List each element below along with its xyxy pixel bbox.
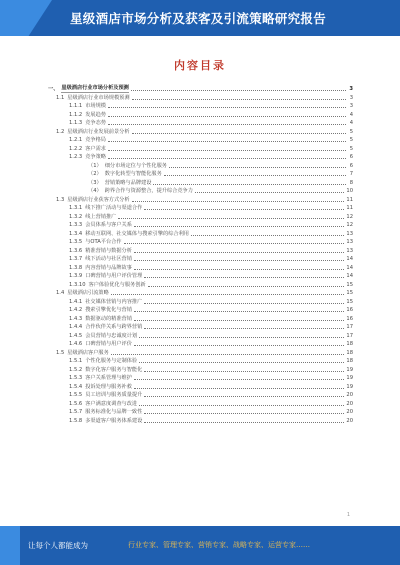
toc-entry-title: 星级酒店行业获客方式分析 [67, 196, 130, 203]
toc-entry-title: 服务标准化与品牌一致性 [85, 409, 143, 415]
toc-entry[interactable] [48, 365, 353, 374]
toc-entry-title: 星级酒店引流策略 [67, 290, 109, 296]
toc-entry-page: 6 [349, 154, 353, 160]
toc-entry[interactable] [48, 203, 353, 212]
toc-leader-dots [108, 150, 346, 151]
toc-entry-number: 1.5.2 [69, 366, 83, 373]
toc-entry-page: 5 [349, 128, 353, 135]
toc-entry[interactable] [48, 322, 353, 331]
toc-leader-dots [134, 388, 344, 389]
toc-entry[interactable] [48, 229, 353, 238]
toc-entry-number: 1.3.10 [69, 281, 86, 288]
toc-entry-number: 1.2.1 [69, 137, 83, 143]
toc-entry-number: 1.4.2 [69, 307, 83, 313]
toc-entry-page: 14 [346, 264, 353, 271]
toc-entry-title: 会员营销与忠诚度计划 [85, 332, 138, 339]
toc-entry-title: 内容营销与品牌故事 [85, 264, 132, 271]
toc-entry-page: 13 [346, 247, 353, 254]
page-header [0, 0, 400, 36]
toc-entry-number: 1.3.2 [69, 213, 83, 220]
toc-entry-number: 1.3.4 [69, 230, 83, 237]
toc-entry-page: 14 [346, 273, 353, 279]
toc-leader-dots [144, 303, 344, 304]
toc-entry-title: 精准营销与数据分析 [85, 247, 132, 254]
toc-entry-number: 1.1.1 [69, 103, 83, 109]
toc-entry-number: 1.4.3 [69, 315, 83, 322]
toc-entry-number: 1.3.5 [69, 239, 83, 245]
table-of-contents [48, 84, 353, 424]
toc-entry[interactable] [48, 118, 353, 127]
toc-entry-page: 3 [349, 94, 353, 101]
toc-entry-page: 20 [346, 417, 353, 424]
toc-entry-number: 1.3.3 [69, 222, 83, 228]
toc-entry[interactable] [48, 314, 353, 323]
toc-entry-page: 19 [346, 375, 353, 381]
toc-entry-title: 竞争策略 [85, 154, 106, 160]
toc-entry-title: 营销策略与品牌建设 [104, 179, 152, 186]
toc-leader-dots [134, 320, 344, 321]
toc-entry-page: 5 [349, 145, 353, 152]
toc-leader-dots [139, 337, 344, 338]
toc-entry[interactable] [48, 399, 353, 408]
footer-tags: 行业专家、管理专家、营销专家、战略专家、运营专家…… [128, 541, 310, 549]
toc-entry[interactable] [48, 356, 353, 365]
toc-entry-page: 20 [346, 400, 353, 407]
toc-entry-number: （2） [88, 171, 102, 177]
toc-entry-title: 发展趋势 [85, 111, 106, 118]
toc-entry-title: 星级酒店行业市场规模预测 [67, 94, 130, 101]
toc-entry-title: 星级酒店行业市场分析及预测 [61, 85, 129, 91]
toc-entry-number: 1.4.4 [69, 324, 83, 330]
toc-entry-title: 市场规模 [85, 103, 106, 109]
toc-leader-dots [124, 243, 345, 244]
toc-entry-number: 1.3.7 [69, 256, 83, 262]
toc-entry-title: 移动互联网、社交媒体与搜索引擎的综合利用 [85, 230, 189, 237]
toc-entry[interactable] [48, 237, 353, 246]
toc-entry[interactable] [48, 373, 353, 382]
toc-entry-number: 1.1.3 [69, 120, 83, 126]
toc-entry-page: 8 [349, 179, 353, 186]
header-accent-stripe [0, 0, 52, 36]
toc-leader-dots [111, 294, 345, 295]
toc-entry-number: 1.4.6 [69, 341, 83, 347]
toc-entry-number: （4） [88, 188, 102, 194]
toc-entry[interactable] [48, 254, 353, 263]
toc-entry-title: 口碑营销与用户评价 [85, 341, 132, 347]
toc-entry-title: 星级酒店行业发展前景分析 [67, 128, 130, 135]
toc-entry-page: 11 [346, 196, 353, 203]
toc-entry[interactable] [48, 101, 353, 110]
toc-entry-number: 1.5 [56, 349, 65, 356]
toc-entry-page: 18 [346, 358, 353, 364]
toc-leader-dots [164, 175, 346, 176]
toc-leader-dots [134, 226, 344, 227]
toc-entry-page: 5 [349, 137, 353, 143]
toc-entry-title: 投诉处理与服务补救 [85, 383, 132, 390]
toc-entry-number: 1.3.9 [69, 273, 83, 279]
toc-entry-number: （1） [88, 162, 102, 169]
toc-entry-page: 14 [346, 256, 353, 262]
toc-entry[interactable] [48, 382, 353, 391]
toc-leader-dots [134, 311, 344, 312]
toc-entry[interactable] [48, 195, 353, 204]
toc-entry-page: 17 [346, 332, 353, 339]
toc-entry-title: 多渠道客户服务体系建设 [85, 417, 143, 424]
toc-leader-dots [195, 192, 345, 193]
toc-entry-title: 数字化转型与智能化服务 [104, 171, 162, 177]
toc-entry-page: 4 [349, 120, 353, 126]
toc-entry-page: 19 [346, 383, 353, 390]
toc-entry-page: 10 [346, 188, 353, 194]
toc-leader-dots [132, 99, 346, 100]
toc-entry-page: 20 [346, 409, 353, 415]
toc-entry-page: 3 [349, 103, 353, 109]
toc-entry-number: 一、 [48, 86, 59, 92]
toc-entry-page: 13 [346, 239, 353, 245]
toc-entry[interactable] [48, 84, 353, 93]
toc-entry-page: 18 [346, 349, 353, 356]
toc-entry-number: 1.5.3 [69, 375, 83, 381]
toc-entry-page: 13 [346, 230, 353, 237]
toc-entry-number: 1.5.1 [69, 358, 83, 364]
toc-entry-title: 细分市场定位与个性化服务 [104, 162, 167, 169]
toc-leader-dots [153, 184, 346, 185]
toc-entry-page: 15 [346, 298, 353, 305]
page-number: 1 [346, 512, 350, 518]
toc-entry-number: 1.3.1 [69, 205, 83, 211]
toc-entry[interactable] [48, 161, 353, 170]
toc-entry[interactable] [48, 186, 353, 195]
toc-entry[interactable] [48, 297, 353, 306]
toc-heading: 内容目录 [174, 59, 226, 72]
toc-entry[interactable] [48, 169, 353, 178]
toc-leader-dots [144, 328, 344, 329]
toc-entry-title: 线上营销推广 [85, 213, 117, 220]
toc-entry[interactable] [48, 152, 353, 161]
toc-entry-page: 12 [346, 222, 353, 228]
toc-entry-page: 11 [346, 205, 353, 211]
toc-entry-page: 7 [349, 171, 353, 177]
toc-entry-number: （3） [88, 179, 102, 186]
toc-leader-dots [134, 269, 344, 270]
toc-entry-title: 客户体验优化与服务创新 [88, 281, 146, 288]
toc-leader-dots [108, 124, 346, 125]
toc-entry[interactable] [48, 246, 353, 255]
toc-leader-dots [139, 405, 344, 406]
toc-leader-dots [111, 354, 345, 355]
toc-entry-page: 3 [349, 86, 353, 92]
footer-slogan: 让每个人都能成为 [28, 541, 88, 550]
toc-entry-number: 1.1 [56, 94, 65, 101]
toc-entry[interactable] [48, 348, 353, 357]
toc-entry[interactable] [48, 220, 353, 229]
toc-entry-page: 17 [346, 324, 353, 330]
toc-entry-title: 星级酒店客户服务 [67, 349, 109, 356]
toc-entry-number: 1.3.6 [69, 247, 83, 254]
toc-entry-page: 16 [346, 307, 353, 313]
toc-entry[interactable] [48, 144, 353, 153]
toc-entry-title: 数据驱动的精准营销 [85, 315, 132, 322]
toc-leader-dots [139, 362, 344, 363]
toc-entry-title: 数字化客户服务与智能化 [85, 366, 143, 373]
toc-entry[interactable] [48, 280, 353, 289]
toc-entry-number: 1.5.8 [69, 417, 83, 424]
toc-entry-page: 20 [346, 392, 353, 398]
toc-entry-page: 19 [346, 366, 353, 373]
toc-entry[interactable] [48, 288, 353, 297]
toc-leader-dots [144, 422, 344, 423]
toc-entry-page: 12 [346, 213, 353, 220]
toc-leader-dots [131, 90, 346, 91]
toc-leader-dots [134, 345, 344, 346]
toc-leader-dots [144, 371, 344, 372]
toc-entry[interactable] [48, 271, 353, 280]
toc-entry[interactable] [48, 331, 353, 340]
toc-entry-title: 客户需求 [85, 145, 106, 152]
toc-leader-dots [108, 141, 346, 142]
toc-entry-page: 4 [349, 111, 353, 118]
toc-entry[interactable] [48, 416, 353, 425]
toc-leader-dots [134, 252, 344, 253]
toc-entry-number: 1.2 [56, 128, 65, 135]
toc-entry[interactable] [48, 212, 353, 221]
toc-leader-dots [169, 167, 346, 168]
toc-entry-title: 合作伙伴关系与跨界营销 [85, 324, 143, 330]
toc-entry-title: 跨界合作与资源整合，提升综合竞争力 [104, 188, 193, 194]
toc-entry-number: 1.5.5 [69, 392, 83, 398]
toc-entry-number: 1.4.5 [69, 332, 83, 339]
toc-leader-dots [108, 158, 346, 159]
toc-entry-number: 1.4 [56, 290, 65, 296]
toc-entry[interactable] [48, 135, 353, 144]
toc-entry[interactable] [48, 178, 353, 187]
toc-entry-number: 1.5.6 [69, 400, 83, 407]
toc-entry[interactable] [48, 390, 353, 399]
toc-leader-dots [144, 209, 344, 210]
toc-entry[interactable] [48, 263, 353, 272]
toc-leader-dots [144, 396, 344, 397]
toc-entry-number: 1.3 [56, 196, 65, 203]
toc-entry-number: 1.4.1 [69, 298, 83, 305]
page-footer [0, 526, 400, 565]
toc-leader-dots [134, 379, 344, 380]
report-title: 星级酒店市场分析及获客及引流策略研究报告 [70, 11, 327, 26]
toc-entry-title: 会员体系与客户关系 [85, 222, 132, 228]
toc-entry-title: 个性化服务与定制体验 [85, 358, 138, 364]
toc-entry-number: 1.1.2 [69, 111, 83, 118]
toc-entry[interactable] [48, 110, 353, 119]
toc-entry-page: 15 [346, 290, 353, 296]
toc-entry-title: 竞争态势 [85, 120, 106, 126]
footer-accent-stripe [0, 526, 20, 565]
toc-entry[interactable] [48, 93, 353, 102]
toc-entry[interactable] [48, 127, 353, 136]
toc-leader-dots [132, 201, 345, 202]
toc-entry-number: 1.5.7 [69, 409, 83, 415]
toc-entry-title: 搜索引擎优化与营销 [85, 307, 132, 313]
toc-entry-page: 18 [346, 341, 353, 347]
toc-leader-dots [191, 235, 344, 236]
toc-entry[interactable] [48, 339, 353, 348]
toc-entry-title: 社交媒体营销与内容推广 [85, 298, 143, 305]
toc-entry-title: 客户关系管理与维护 [85, 375, 132, 381]
toc-leader-dots [144, 277, 344, 278]
toc-entry-title: 线下活动与社区营销 [85, 256, 132, 262]
toc-leader-dots [108, 107, 346, 108]
toc-entry-title: 员工培训与服务质量提升 [85, 392, 143, 398]
toc-leader-dots [144, 413, 344, 414]
toc-leader-dots [108, 116, 346, 117]
toc-entry-number: 1.2.2 [69, 145, 83, 152]
toc-leader-dots [148, 286, 345, 287]
toc-entry-page: 16 [346, 315, 353, 322]
toc-entry-page: 6 [349, 162, 353, 169]
toc-entry[interactable] [48, 407, 353, 416]
toc-entry-title: 竞争格局 [85, 137, 106, 143]
toc-entry-number: 1.3.8 [69, 264, 83, 271]
toc-leader-dots [132, 133, 346, 134]
toc-leader-dots [134, 260, 344, 261]
toc-entry-page: 15 [346, 281, 353, 288]
toc-entry-title: 客户满意度调查与改进 [85, 400, 138, 407]
toc-entry[interactable] [48, 305, 353, 314]
toc-entry-number: 1.2.3 [69, 154, 83, 160]
toc-entry-number: 1.5.4 [69, 383, 83, 390]
toc-entry-title: 线下推广活动与渠道合作 [85, 205, 143, 211]
toc-entry-title: 口碑营销与用户评价管理 [85, 273, 143, 279]
toc-leader-dots [118, 218, 344, 219]
toc-entry-title: 与OTA平台合作 [85, 239, 122, 245]
